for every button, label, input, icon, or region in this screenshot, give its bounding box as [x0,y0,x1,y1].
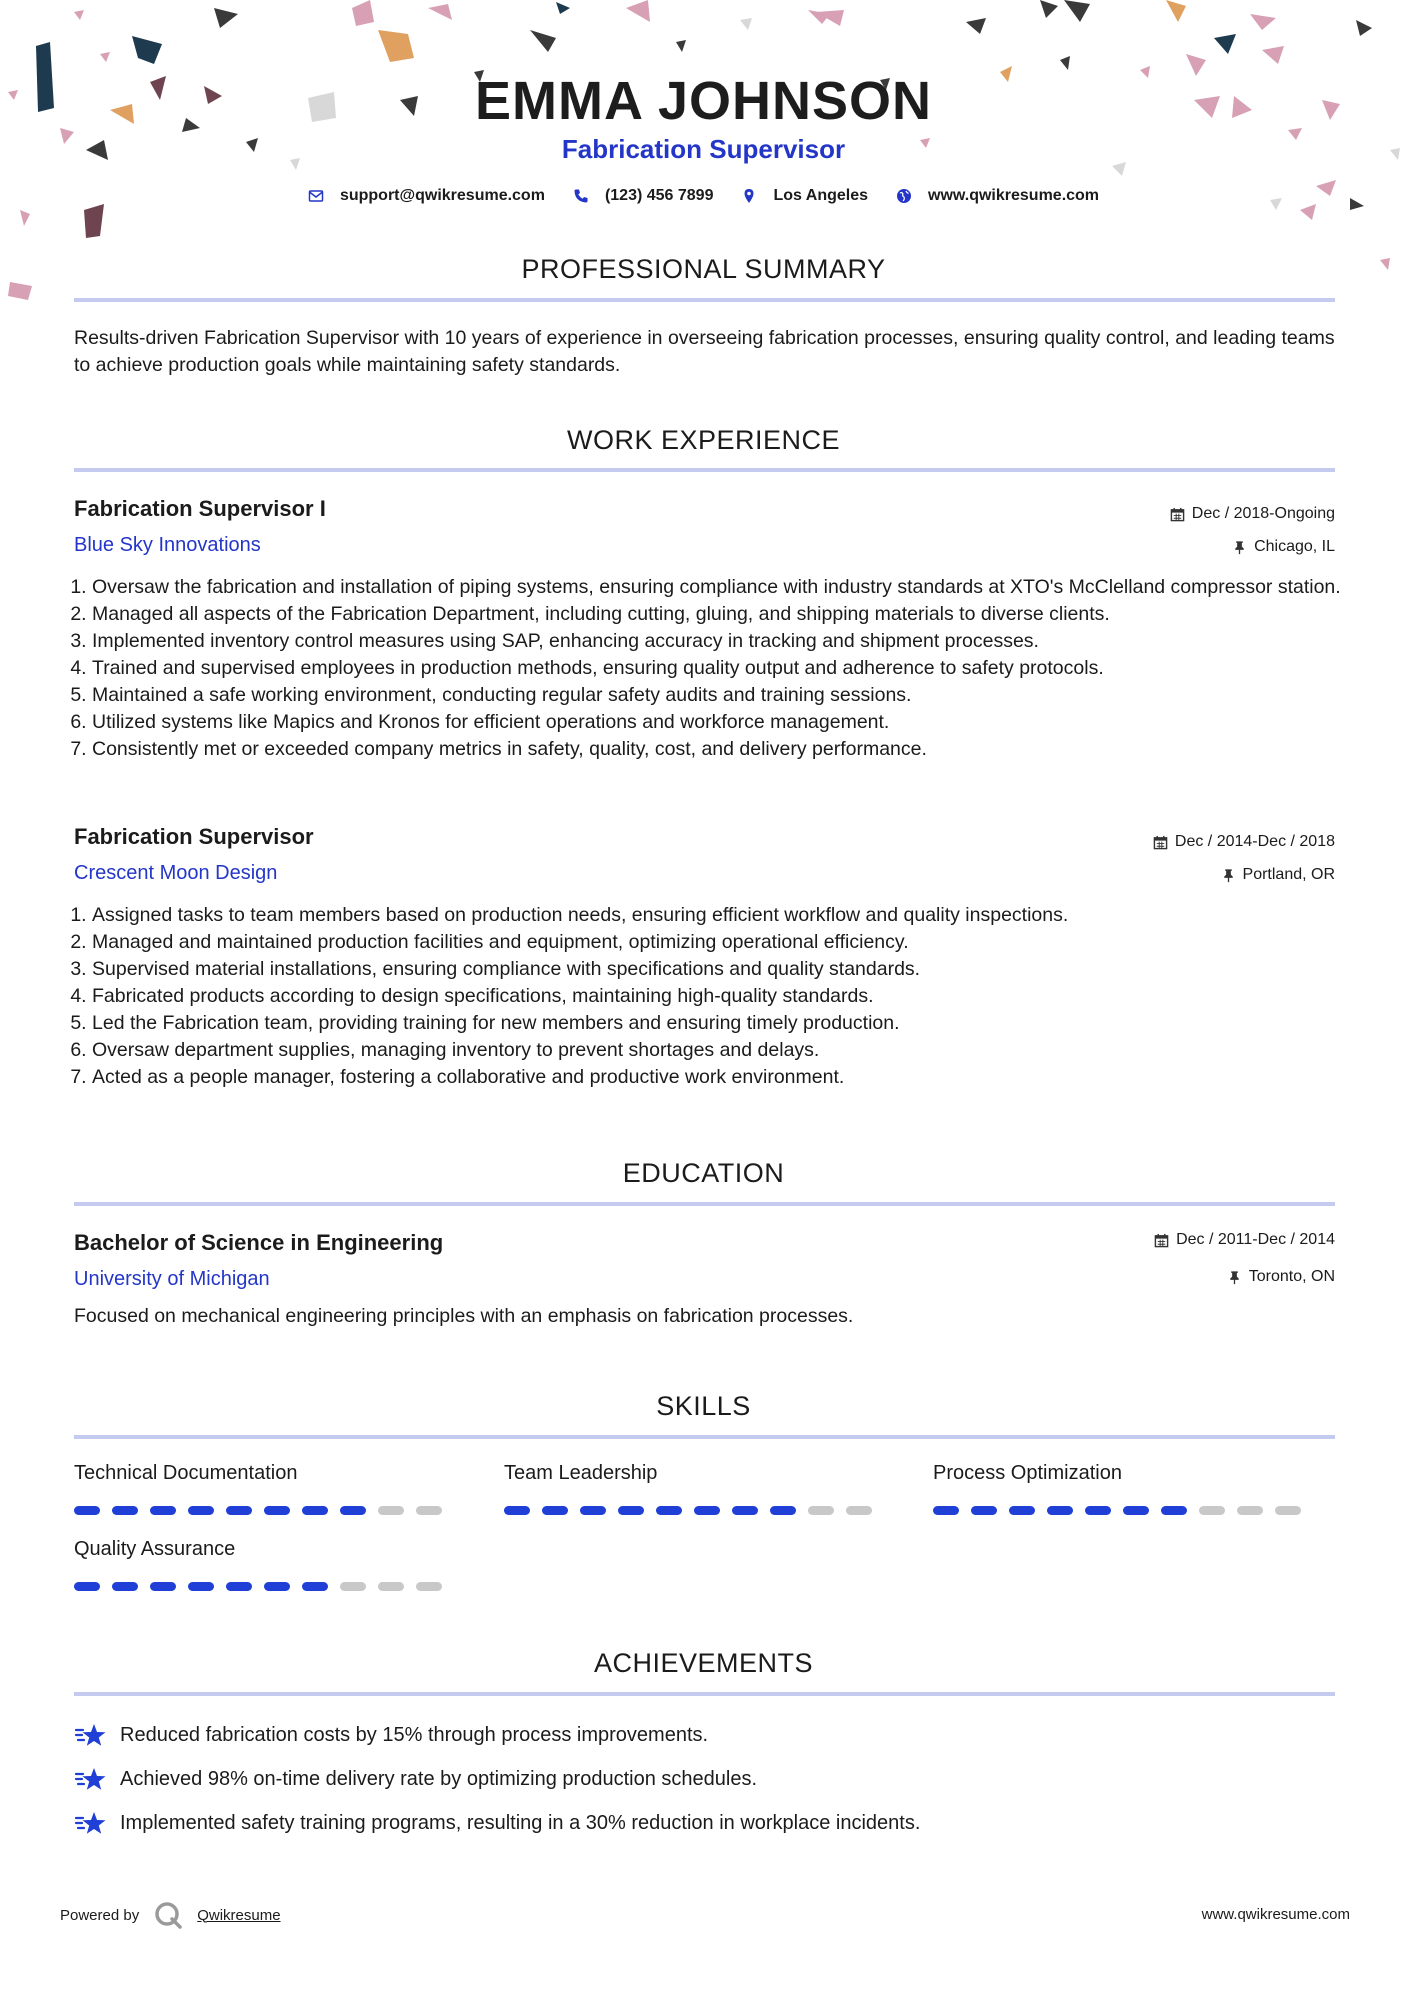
job-location [1232,538,1335,556]
skills-divider [74,1435,1335,1439]
summary-text: Results-driven Fabrication Supervisor with 10 years of experience in overseeing fabrication processes, ensuring quality control, and leading teams to achieve production goals while maintaining safety standards. [74,327,1335,376]
contact-bar [0,187,1407,205]
list-item: 1. Assigned tasks to team members based on production needs, ensuring efficient workflow and quality inspections. [92,902,1354,929]
job-dates [1153,833,1335,851]
list-item: 4. Trained and supervised employees in production methods, ensuring quality output and adherence to safety protocols. [92,655,1354,682]
star-icon [74,1762,108,1796]
contact-location-text: Los Angeles [773,187,869,204]
job-company: Blue Sky Innovations [74,534,261,556]
experience-divider [74,468,1335,472]
summary-heading: PROFESSIONAL SUMMARY [521,254,886,284]
skill-dot-filled [1047,1506,1073,1515]
skill-dot-filled [226,1582,252,1591]
brand-link[interactable]: Qwikresume [197,1906,281,1924]
skill-dot-filled [226,1506,252,1515]
skill-dot-filled [150,1582,176,1591]
job-duties-list [74,902,1354,1091]
skill-dot-filled [1085,1506,1111,1515]
skill-dot-empty [378,1582,404,1591]
skill-name: Team Leadership [504,1462,658,1484]
skill-dot-filled [1009,1506,1035,1515]
skill-dot-empty [1275,1506,1301,1515]
education-location-text: Toronto, ON [1248,1268,1335,1285]
achievement-item [74,1806,920,1840]
list-item: 6. Oversaw department supplies, managing inventory to prevent shortages and delays. [92,1037,1354,1064]
pushpin-icon [1227,1270,1242,1285]
skill-dot-filled [340,1506,366,1515]
skill-dot-filled [302,1506,328,1515]
skill-dot-empty [808,1506,834,1515]
contact-email-text: support@qwikresume.com [339,187,545,204]
skill-dot-empty [378,1506,404,1515]
job-dates-text: Dec / 2014-Dec / 2018 [1174,833,1335,850]
list-item: 5. Maintained a safe working environment, conducting regular safety audits and training sessions. [92,682,1354,709]
achievement-text: Achieved 98% on-time delivery rate by optimizing production schedules. [120,1767,758,1790]
skill-dot-filled [933,1506,959,1515]
skill-dot-filled [732,1506,758,1515]
skill-rating [74,1506,454,1515]
summary-divider [74,298,1335,302]
education-divider [74,1202,1335,1206]
job-title: Fabrication Supervisor I [74,496,326,521]
list-item: 5. Led the Fabrication team, providing training for new members and ensuring timely production. [92,1010,1354,1037]
skill-dot-filled [112,1506,138,1515]
education-description: Focused on mechanical engineering principles with an emphasis on fabrication processes. [74,1305,854,1327]
skill-dot-filled [264,1582,290,1591]
skill-dot-filled [971,1506,997,1515]
skill-dot-filled [188,1582,214,1591]
skill-dot-empty [416,1582,442,1591]
skill-dot-filled [302,1582,328,1591]
contact-phone-text: (123) 456 7899 [604,187,714,204]
calendar-icon [1170,507,1185,522]
globe-icon [896,188,912,204]
map-marker-icon [741,188,757,204]
contact-website-text: www.qwikresume.com [928,187,1100,204]
skill-item [74,1462,454,1515]
skill-dot-filled [694,1506,720,1515]
skill-rating [933,1506,1313,1515]
contact-phone[interactable] [573,187,714,205]
calendar-icon [1154,1233,1169,1248]
skill-item [74,1538,454,1591]
list-item: 7. Acted as a people manager, fostering a collaborative and productive work environment. [92,1064,1354,1091]
job-location-text: Chicago, IL [1254,538,1335,555]
skill-dot-filled [504,1506,530,1515]
achievements-divider [74,1692,1335,1696]
skill-item [504,1462,884,1515]
skill-dot-filled [542,1506,568,1515]
skill-dot-empty [416,1506,442,1515]
skill-dot-filled [74,1506,100,1515]
education-location [1227,1268,1335,1286]
skill-dot-filled [1161,1506,1187,1515]
skills-heading: SKILLS [656,1391,751,1421]
job-title: Fabrication Supervisor [74,824,314,849]
skill-dot-filled [656,1506,682,1515]
job-location [1221,866,1335,884]
skill-dot-filled [618,1506,644,1515]
achievements-heading: ACHIEVEMENTS [593,1648,814,1678]
list-item: 7. Consistently met or exceeded company metrics in safety, quality, cost, and delivery performance. [92,736,1354,763]
star-icon [74,1806,108,1840]
candidate-name: EMMA JOHNSON [474,71,933,131]
job-location-text: Portland, OR [1242,866,1335,883]
achievement-text: Reduced fabrication costs by 15% through process improvements. [120,1723,709,1746]
skill-name: Quality Assurance [74,1538,236,1560]
skill-rating [504,1506,884,1515]
achievement-item [74,1762,757,1796]
phone-icon [573,188,589,204]
list-item: 2. Managed all aspects of the Fabrication Department, including cutting, gluing, and shipping materials to diverse clients. [92,601,1354,628]
skill-name: Process Optimization [933,1462,1122,1484]
envelope-icon [308,188,324,204]
powered-by-label: Powered by [60,1906,140,1924]
skill-dot-filled [580,1506,606,1515]
education-degree: Bachelor of Science in Engineering [74,1230,444,1255]
list-item: 6. Utilized systems like Mapics and Kronos for efficient operations and workforce management. [92,709,1354,736]
contact-website[interactable] [896,187,1099,205]
education-dates [1154,1231,1335,1249]
skill-rating [74,1582,454,1591]
list-item: 3. Implemented inventory control measures using SAP, enhancing accuracy in tracking and shipment processes. [92,628,1354,655]
star-icon [74,1718,108,1752]
skill-dot-filled [770,1506,796,1515]
skill-dot-empty [1237,1506,1263,1515]
skill-dot-empty [1199,1506,1225,1515]
achievement-text: Implemented safety training programs, resulting in a 30% reduction in workplace incidents. [120,1811,921,1834]
pushpin-icon [1221,868,1236,883]
skill-dot-empty [846,1506,872,1515]
calendar-icon [1153,835,1168,850]
education-heading: EDUCATION [622,1158,785,1188]
skill-dot-filled [1123,1506,1149,1515]
skill-name: Technical Documentation [74,1462,298,1484]
candidate-role: Fabrication Supervisor [561,134,846,164]
qwikresume-logo-icon [153,1900,183,1930]
skill-dot-filled [74,1582,100,1591]
skill-dot-filled [150,1506,176,1515]
list-item: 2. Managed and maintained production facilities and equipment, optimizing operational efficiency. [92,929,1354,956]
job-duties-list [74,574,1354,763]
list-item: 1. Oversaw the fabrication and installation of piping systems, ensuring compliance with industry standards at XTO's McClelland compressor station. [92,574,1354,601]
job-company: Crescent Moon Design [74,862,278,884]
skill-dot-empty [340,1582,366,1591]
contact-email[interactable] [308,187,545,205]
list-item: 3. Supervised material installations, ensuring compliance with specifications and quality standards. [92,956,1354,983]
skill-item [933,1462,1313,1515]
list-item: 4. Fabricated products according to design specifications, maintaining high-quality standards. [92,983,1354,1010]
pushpin-icon [1232,540,1247,555]
achievement-item [74,1718,708,1752]
powered-by [60,1900,281,1930]
skill-dot-filled [112,1582,138,1591]
skill-dot-filled [264,1506,290,1515]
experience-heading: WORK EXPERIENCE [566,425,841,455]
education-dates-text: Dec / 2011-Dec / 2014 [1176,1231,1335,1248]
job-dates-text: Dec / 2018-Ongoing [1191,505,1335,522]
education-school: University of Michigan [74,1268,270,1290]
job-dates [1170,505,1335,523]
footer-website-link[interactable]: www.qwikresume.com [1201,1906,1350,1923]
contact-location [741,187,868,205]
skill-dot-filled [188,1506,214,1515]
